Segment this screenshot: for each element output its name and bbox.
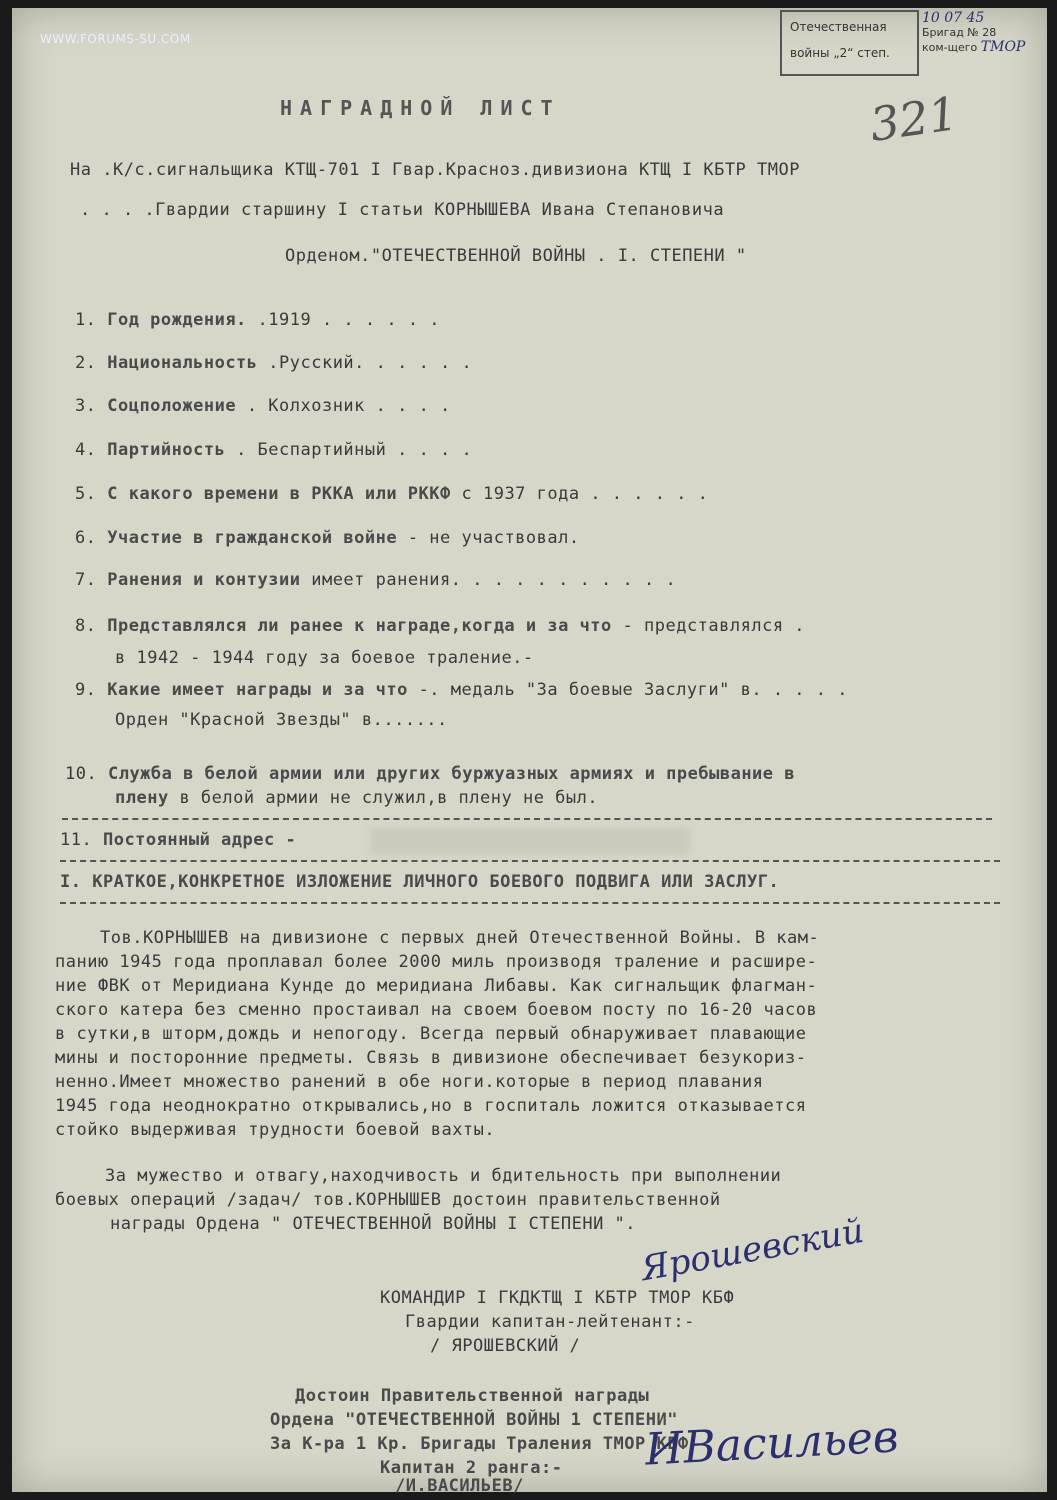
commander-rank: Гвардии капитан-лейтенант:- [405, 1312, 695, 1332]
item-10-detail: плену в белой армии не служил,в плену не был. [115, 788, 599, 808]
body-line: ского катера без сменно простаивал на своем боевом посту по 16-20 часов [55, 1000, 818, 1020]
stamp-line-2: войны „2“ степ. [790, 46, 890, 60]
approval-line: Ордена "ОТЕЧЕСТВЕННОЙ ВОЙНЫ 1 СТЕПЕНИ" [270, 1410, 678, 1430]
item-10: 10. Служба в белой армии или других буржуазных армиях и пребывание в [65, 764, 795, 784]
item-7: 7. Ранения и контузии имеет ранения. . . . . . . . . . . [75, 570, 677, 590]
item-6: 6. Участие в гражданской войне - не участвовал. [75, 528, 580, 548]
watermark: WWW.FORUMS-SU.COM [40, 32, 191, 46]
conclusion-line: За мужество и отвагу,находчивость и бдительность при выполнении [105, 1166, 782, 1186]
approval-line: Достоин Правительственной награды [295, 1386, 650, 1406]
header-line-2: . . . .Гвардии старшину I статьи КОРНЫШЕВА Ивана Степановича [80, 200, 725, 220]
header-line-1: На .К/с.сигнальщика КТЩ-701 I Гвар.Красноз.дивизиона КТЩ I КБТР ТМОР [70, 160, 800, 180]
item-1: 1. Год рождения. .1919 . . . . . . [75, 310, 441, 330]
section-heading: I. КРАТКОЕ,КОНКРЕТНОЕ ИЗЛОЖЕНИЕ ЛИЧНОГО БОЕВОГО ПОДВИГА ИЛИ ЗАСЛУГ. [60, 872, 780, 892]
body-line: Тов.КОРНЫШЕВ на дивизионе с первых дней Отечественной Войны. В кам- [100, 928, 820, 948]
commander-title: КОМАНДИР I ГКДКТЩ I КБТР ТМОР КБФ [380, 1288, 735, 1308]
divider [62, 818, 992, 820]
page-number: 321 [866, 86, 962, 152]
item-5: 5. С какого времени в РККА или РККФ с 1937 года . . . . . . [75, 484, 709, 504]
stamp-label: ком-щего [922, 41, 978, 54]
commander-signature: Ярошевский [638, 1210, 867, 1290]
body-line: панию 1945 года проплавал более 2000 миль производя траление и расшире- [55, 952, 818, 972]
item-11: 11. Постоянный адрес - [60, 830, 297, 850]
item-9-detail: Орден "Красной Звезды" в....... [115, 710, 448, 730]
item-2: 2. Национальность .Русский. . . . . . [75, 353, 473, 373]
stamp-date: 10 07 45 [922, 10, 985, 26]
approval-line: За К-ра 1 Кр. Бригады Траления ТМОР КБФ [270, 1434, 689, 1454]
order-stamp [780, 10, 919, 76]
stamp-brigade: Бригад № 28 [922, 26, 997, 39]
body-line: мины и посторонние предметы. Связь в дивизионе обеспечивает безукориз- [55, 1048, 807, 1068]
body-line: в сутки,в шторм,дождь и непогоду. Всегда первый обнаруживает плавающие [55, 1024, 807, 1044]
stamp-handwritten: ТМОР [980, 39, 1026, 55]
item-4: 4. Партийность . Беспартийный . . . . [75, 440, 473, 460]
commander-name: / ЯРОШЕВСКИЙ / [430, 1336, 581, 1356]
body-line: ненно.Имеет множество ранений в обе ноги.которые в период плавания [55, 1072, 764, 1092]
item-8: 8. Представлялся ли ранее к награде,когда и за что - представлялся . [75, 616, 806, 636]
approval-rank: Капитан 2 ранга:- [380, 1458, 563, 1478]
item-3: 3. Соцположение . Колхозник . . . . [75, 396, 451, 416]
approval-name: /И.ВАСИЛЬЕВ/ [395, 1476, 524, 1496]
document-title: НАГРАДНОЙ ЛИСТ [280, 96, 561, 120]
stamp-line-1: Отечественная [790, 20, 887, 34]
document-sheet [12, 8, 1047, 1492]
body-line: ние ФВК от Меридиана Кунде до меридиана Либавы. Как сигнальщик флагман- [55, 976, 818, 996]
body-line: стойко выдерживая трудности боевой вахты. [55, 1120, 496, 1140]
redacted-address [370, 828, 690, 854]
conclusion-line: награды Ордена " ОТЕЧЕСТВЕННОЙ ВОЙНЫ I СТЕПЕНИ ". [110, 1214, 637, 1234]
item-9: 9. Какие имеет награды и за что -. медаль "За боевые Заслуги" в. . . . . [75, 680, 848, 700]
conclusion-line: боевых операций /задач/ тов.КОРНЫШЕВ достоин правительственной [55, 1190, 721, 1210]
approval-signature: ИВасильев [643, 1411, 900, 1476]
registration-stamp [922, 10, 1032, 88]
divider [60, 902, 1000, 904]
item-8-detail: в 1942 - 1944 году за боевое траление.- [115, 648, 534, 668]
body-line: 1945 года неоднократно открывались,но в госпиталь ложится отказывается [55, 1096, 807, 1116]
divider [60, 860, 1000, 862]
header-line-3: Орденом."ОТЕЧЕСТВЕННОЙ ВОЙНЫ . I. СТЕПЕНИ " [285, 246, 747, 266]
